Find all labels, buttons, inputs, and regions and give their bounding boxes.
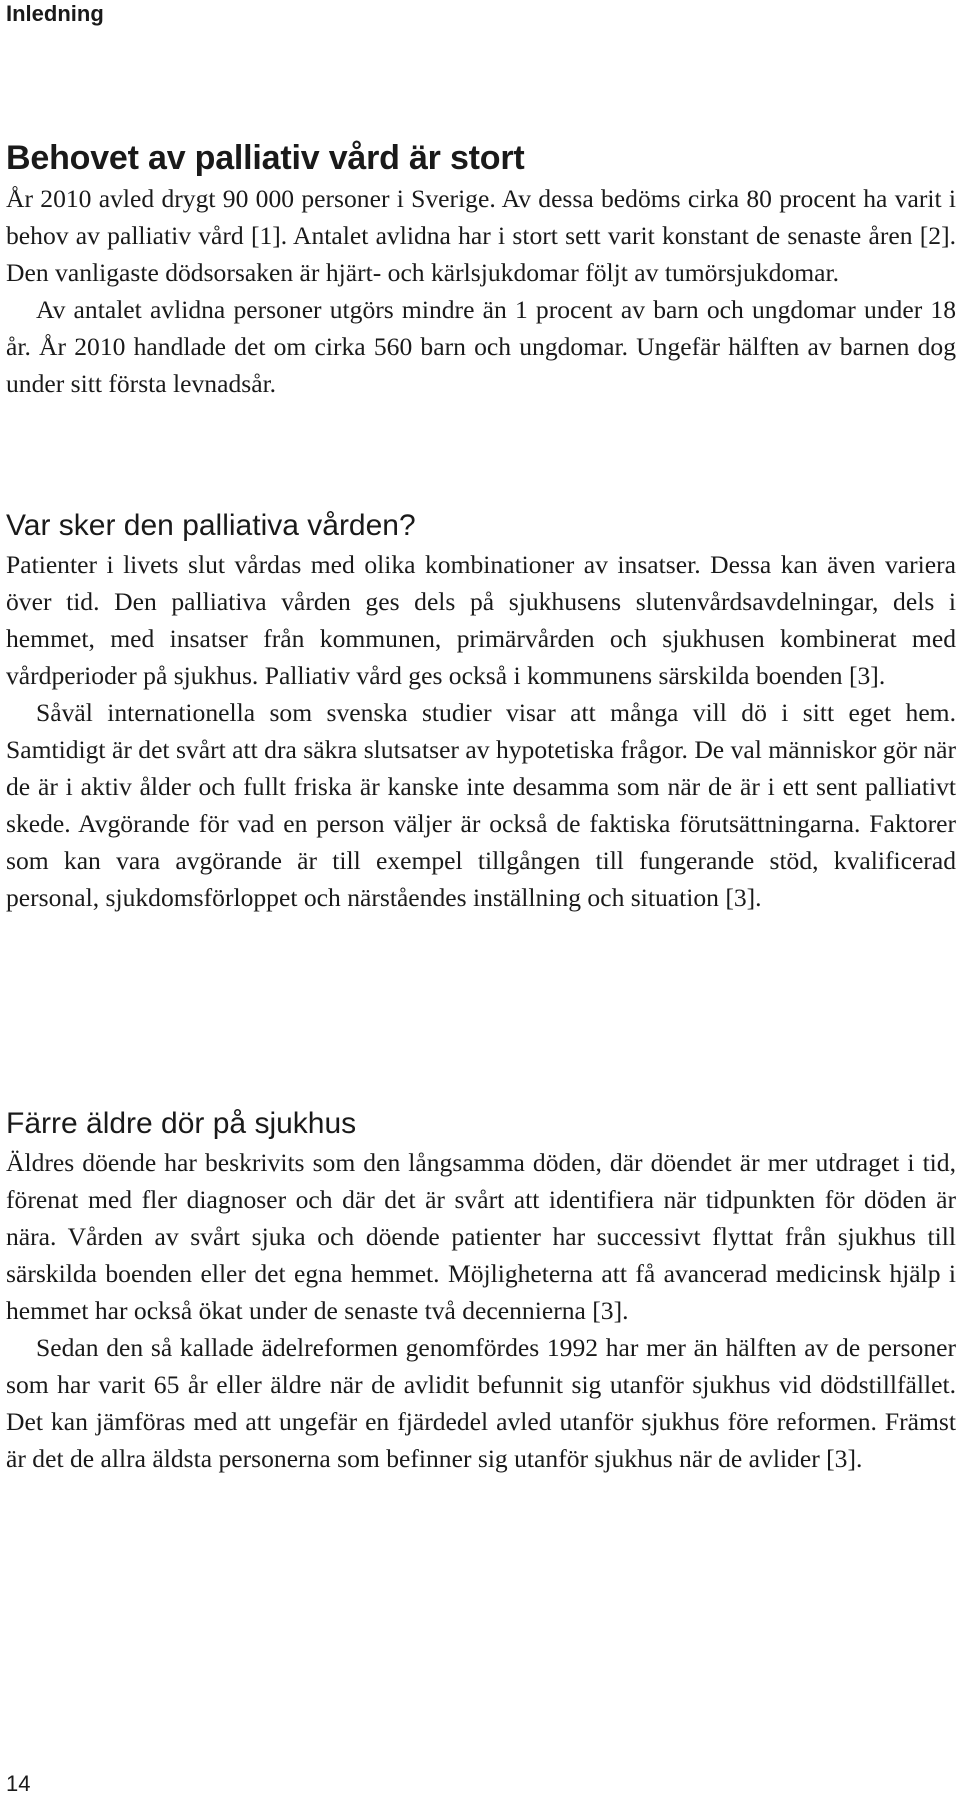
body-paragraph: Sedan den så kallade ädelreformen genomfördes 1992 har mer än hälften av de personer som har varit 65 år eller äldre när de avlidit befunnit sig utanför sjukhus vid dödstillfället. Det kan jämföras med att ungefär en fjärdedel avled utanför sjukhus före reformen. Främst är det de allra äldsta personerna som befinner sig utanför sjukhus när de avlider [3]. bbox=[6, 1333, 956, 1473]
body-paragraph: Av antalet avlidna personer utgörs mindre än 1 procent av barn och ungdomar under 18 år. År 2010 handlade det om cirka 560 barn och ungdomar. Ungefär hälften av barnen dog under sitt första levnadsår. bbox=[6, 295, 956, 398]
section-heading: Behovet av palliativ vård är stort bbox=[6, 139, 525, 177]
body-paragraph: Såväl internationella som svenska studier visar att många vill dö i sitt eget hem. Samtidigt är det svårt att dra säkra slutsatser av hypotetiska frågor. De val människor gör när de är i aktiv ålder och fullt friska är kanske inte desamma som när de är i ett sent palliativt skede. Avgörande för vad en person väljer är också de faktiska förutsättningarna. Faktorer som kan vara avgörande är till exempel tillgången till fungerande stöd, kvalificerad personal, sjukdomsförloppet och närståendes inställning och situation [3]. bbox=[6, 698, 956, 912]
body-paragraph: Äldres döende har beskrivits som den långsamma döden, där döendet är mer utdraget i tid, förenat med fler diagnoser och där det är svårt att identifiera när tidpunkten för döden är nära. Vården av svårt sjuka och döende patienter har successivt flyttat från sjukhus till särskilda boenden eller det egna hemmet. Möjligheterna att få avancerad medicinsk hjälp i hemmet har också ökat under de senaste två decennierna [3]. bbox=[6, 1148, 956, 1325]
body-paragraph: Patienter i livets slut vårdas med olika kombinationer av insatser. Dessa kan även variera över tid. Den palliativa vården ges dels på sjukhusens slutenvårdsavdelningar, dels i hemmet, med insatser från kommunen, primärvården och sjukhusen kombinerat med vårdperioder på sjukhus. Palliativ vård ges också i kommunens särskilda boenden [3]. bbox=[6, 550, 956, 690]
section-farre-aldre bbox=[6, 1104, 956, 1477]
running-header: Inledning bbox=[6, 1, 104, 26]
body-paragraph: År 2010 avled drygt 90 000 personer i Sverige. Av dessa bedöms cirka 80 procent ha varit i behov av palliativ vård [1]. Antalet avlidna har i stort sett varit konstant de senaste åren [2]. Den vanligaste dödsorsaken är hjärt- och kärlsjukdomar följt av tumörsjukdomar. bbox=[6, 184, 956, 287]
section-behovet bbox=[6, 136, 956, 402]
section-heading: Var sker den palliativa vården? bbox=[6, 509, 416, 542]
section-heading: Färre äldre dör på sjukhus bbox=[6, 1107, 357, 1140]
page-number: 14 bbox=[6, 1771, 31, 1796]
section-var-sker bbox=[6, 506, 956, 916]
